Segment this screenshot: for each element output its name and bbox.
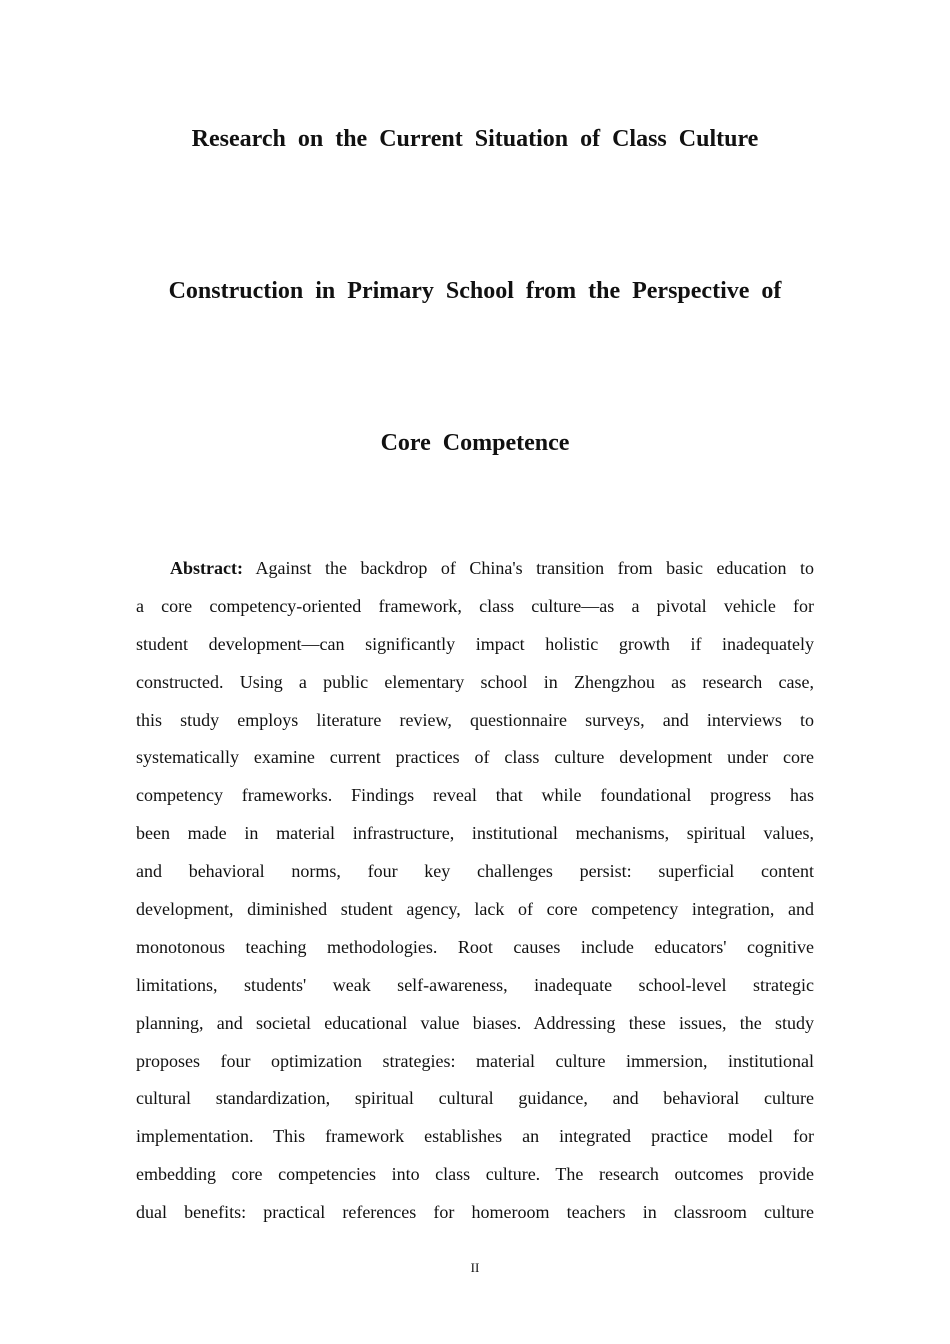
abstract-line: systematically examine current practices of class culture development under core	[136, 747, 814, 768]
abstract-line: a core competency-oriented framework, class culture—as a pivotal vehicle for	[136, 595, 814, 616]
abstract-line: proposes four optimization strategies: material culture immersion, institutional	[136, 1050, 814, 1071]
abstract-section	[136, 553, 814, 1235]
abstract-line: and behavioral norms, four key challenges persist: superficial content	[136, 861, 814, 882]
title-line-1: Research on the Current Situation of Class Culture	[191, 126, 759, 152]
abstract-line: this study employs literature review, questionnaire surveys, and interviews to	[136, 709, 814, 730]
abstract-line: monotonous teaching methodologies. Root causes include educators' cognitive	[136, 936, 814, 957]
abstract-line: cultural standardization, spiritual cultural guidance, and behavioral culture	[136, 1088, 814, 1109]
abstract-line: embedding core competencies into class culture. The research outcomes provide	[136, 1164, 814, 1185]
abstract-line-text: Against the backdrop of China's transition from basic education to	[255, 558, 814, 578]
title-line-3: Core Competence	[380, 430, 570, 456]
abstract-line: dual benefits: practical references for homeroom teachers in classroom culture	[136, 1202, 814, 1223]
abstract-line: student development—can significantly impact holistic growth if inadequately	[136, 633, 814, 654]
title-line-2: Construction in Primary School from the Perspective of	[168, 278, 782, 304]
abstract-line: competency frameworks. Findings reveal that while foundational progress has	[136, 785, 814, 806]
abstract-line: limitations, students' weak self-awareness, inadequate school-level strategic	[136, 974, 814, 995]
abstract-line: planning, and societal educational value biases. Addressing these issues, the study	[136, 1012, 814, 1033]
abstract-line: implementation. This framework establishes an integrated practice model for	[136, 1126, 814, 1147]
page-number: II	[470, 1260, 480, 1275]
abstract-line: been made in material infrastructure, institutional mechanisms, spiritual values,	[136, 823, 814, 844]
abstract-label: Abstract:	[170, 558, 243, 578]
abstract-line: development, diminished student agency, lack of core competency integration, and	[136, 899, 814, 920]
abstract-line: constructed. Using a public elementary school in Zhengzhou as research case,	[136, 671, 814, 692]
abstract-line	[136, 553, 814, 591]
